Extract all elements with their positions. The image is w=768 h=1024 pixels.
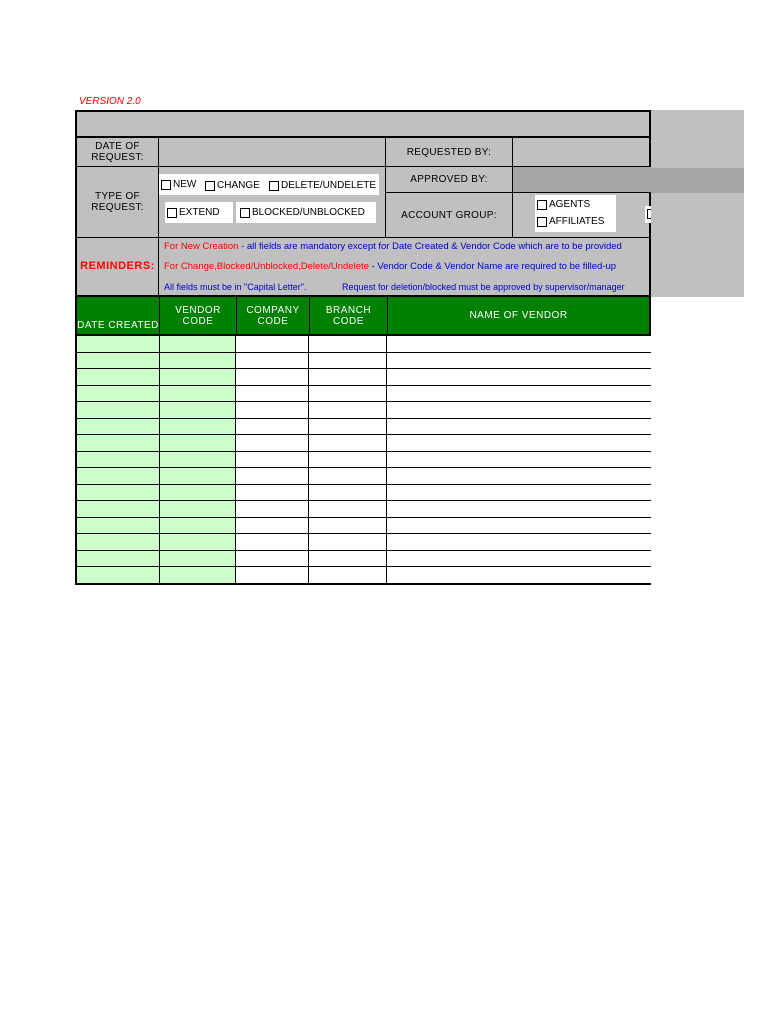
company-code-cell[interactable] (235, 468, 308, 485)
company-code-cell[interactable] (235, 385, 308, 402)
date-created-cell[interactable] (77, 418, 159, 435)
name-of-vendor-cell[interactable] (386, 550, 651, 567)
name-of-vendor-cell[interactable] (386, 369, 651, 386)
date-created-cell[interactable] (77, 550, 159, 567)
requested-by-field[interactable] (513, 138, 651, 167)
requested-by-label: REQUESTED BY: (386, 138, 513, 167)
table-row (77, 435, 651, 452)
branch-code-cell[interactable] (308, 468, 386, 485)
header-branch-code: BRANCH CODE (310, 297, 388, 334)
name-of-vendor-cell[interactable] (386, 484, 651, 501)
account-group-label: ACCOUNT GROUP: (386, 193, 513, 238)
vendor-code-cell[interactable] (159, 468, 235, 485)
table-row (77, 352, 651, 369)
company-code-cell[interactable] (235, 517, 308, 534)
type-of-request-label: TYPE OF REQUEST: (77, 167, 159, 238)
company-code-cell[interactable] (235, 501, 308, 518)
change-checkbox[interactable] (205, 181, 215, 191)
date-created-cell[interactable] (77, 352, 159, 369)
table-row (77, 550, 651, 567)
name-of-vendor-cell[interactable] (386, 501, 651, 518)
table-row (77, 369, 651, 386)
vendor-code-cell[interactable] (159, 385, 235, 402)
date-created-cell[interactable] (77, 534, 159, 551)
approved-by-field[interactable] (513, 167, 651, 193)
table-row (77, 517, 651, 534)
company-code-cell[interactable] (235, 534, 308, 551)
company-code-cell[interactable] (235, 435, 308, 452)
date-created-cell[interactable] (77, 484, 159, 501)
header-vendor-code: VENDOR CODE (160, 297, 237, 334)
option-affiliates[interactable]: AFFILIATES (537, 216, 604, 227)
table-row (77, 418, 651, 435)
name-of-vendor-cell[interactable] (386, 418, 651, 435)
delete-undelete-checkbox[interactable] (269, 181, 279, 191)
date-created-cell[interactable] (77, 468, 159, 485)
date-created-cell[interactable] (77, 451, 159, 468)
company-code-cell[interactable] (235, 352, 308, 369)
company-code-cell[interactable] (235, 567, 308, 583)
branch-code-cell[interactable] (308, 550, 386, 567)
table-row (77, 484, 651, 501)
branch-code-cell[interactable] (308, 484, 386, 501)
company-code-cell[interactable] (235, 451, 308, 468)
name-of-vendor-cell[interactable] (386, 385, 651, 402)
date-of-request-label: DATE OF REQUEST: (77, 138, 159, 167)
branch-code-cell[interactable] (308, 534, 386, 551)
branch-code-cell[interactable] (308, 567, 386, 583)
company-code-cell[interactable] (235, 484, 308, 501)
reminder-line-3a: All fields must be in "Capital Letter". (164, 282, 307, 292)
option-new[interactable]: NEW (161, 179, 196, 190)
company-code-cell[interactable] (235, 550, 308, 567)
branch-code-cell[interactable] (308, 385, 386, 402)
branch-code-cell[interactable] (308, 517, 386, 534)
side-panel-dark-band (651, 168, 744, 193)
vendor-code-cell[interactable] (159, 517, 235, 534)
vendor-code-cell[interactable] (159, 369, 235, 386)
side-panel (651, 110, 744, 297)
partial-checkbox[interactable] (647, 209, 651, 219)
vendor-code-cell[interactable] (159, 567, 235, 583)
reminder-line-3b: Request for deletion/blocked must be approved by supervisor/manager (342, 282, 625, 292)
vendor-code-cell[interactable] (159, 435, 235, 452)
date-created-cell[interactable] (77, 385, 159, 402)
option-extend[interactable]: EXTEND (167, 207, 220, 218)
header-name-of-vendor: NAME OF VENDOR (388, 297, 649, 334)
table-header (75, 295, 651, 335)
name-of-vendor-cell[interactable] (386, 534, 651, 551)
name-of-vendor-cell[interactable] (386, 352, 651, 369)
vendor-code-cell[interactable] (159, 418, 235, 435)
company-code-cell[interactable] (235, 369, 308, 386)
vendor-code-cell[interactable] (159, 550, 235, 567)
date-created-cell[interactable] (77, 517, 159, 534)
company-code-cell[interactable] (235, 336, 308, 353)
reminders-label: REMINDERS: (77, 238, 159, 295)
company-code-cell[interactable] (235, 402, 308, 419)
branch-code-cell[interactable] (308, 352, 386, 369)
vendor-code-cell[interactable] (159, 534, 235, 551)
date-created-cell[interactable] (77, 369, 159, 386)
header-company-code: COMPANY CODE (237, 297, 310, 334)
new-checkbox[interactable] (161, 180, 171, 190)
option-change[interactable]: CHANGE (205, 180, 260, 191)
vendor-code-cell[interactable] (159, 484, 235, 501)
vendor-code-cell[interactable] (159, 352, 235, 369)
table-row (77, 567, 651, 583)
branch-code-cell[interactable] (308, 336, 386, 353)
table-body (75, 335, 651, 585)
header-date-created: DATE CREATED (77, 297, 160, 334)
table-row (77, 402, 651, 419)
reminder-line-1: For New Creation - all fields are mandatory except for Date Created & Vendor Code which are to be provided (164, 241, 622, 252)
date-of-request-field[interactable] (159, 138, 386, 167)
table-row (77, 501, 651, 518)
version-label: VERSION 2.0 (79, 96, 141, 107)
approved-by-label: APPROVED BY: (386, 167, 513, 193)
name-of-vendor-cell[interactable] (386, 435, 651, 452)
table-row (77, 336, 651, 353)
table-row (77, 468, 651, 485)
vendor-code-cell[interactable] (159, 451, 235, 468)
agents-checkbox[interactable] (537, 200, 547, 210)
company-code-cell[interactable] (235, 418, 308, 435)
name-of-vendor-cell[interactable] (386, 336, 651, 353)
branch-code-cell[interactable] (308, 435, 386, 452)
vendor-code-cell[interactable] (159, 402, 235, 419)
name-of-vendor-cell[interactable] (386, 451, 651, 468)
branch-code-cell[interactable] (308, 501, 386, 518)
date-created-cell[interactable] (77, 336, 159, 353)
vendor-code-cell[interactable] (159, 336, 235, 353)
blocked-unblocked-checkbox[interactable] (240, 208, 250, 218)
affiliates-checkbox[interactable] (537, 217, 547, 227)
date-created-cell[interactable] (77, 435, 159, 452)
name-of-vendor-cell[interactable] (386, 567, 651, 583)
table-row (77, 451, 651, 468)
table-row (77, 534, 651, 551)
date-created-cell[interactable] (77, 567, 159, 583)
extend-checkbox[interactable] (167, 208, 177, 218)
option-agents[interactable]: AGENTS (537, 199, 590, 210)
reminders-area (159, 238, 651, 295)
option-delete-undelete[interactable]: DELETE/UNDELETE (269, 180, 376, 191)
name-of-vendor-cell[interactable] (386, 402, 651, 419)
name-of-vendor-cell[interactable] (386, 517, 651, 534)
option-blocked-unblocked[interactable]: BLOCKED/UNBLOCKED (240, 207, 365, 218)
branch-code-cell[interactable] (308, 402, 386, 419)
date-created-cell[interactable] (77, 501, 159, 518)
name-of-vendor-cell[interactable] (386, 468, 651, 485)
branch-code-cell[interactable] (308, 418, 386, 435)
table-row (77, 385, 651, 402)
branch-code-cell[interactable] (308, 369, 386, 386)
vendor-code-cell[interactable] (159, 501, 235, 518)
reminder-line-2: For Change,Blocked/Unblocked,Delete/Undelete - Vendor Code & Vendor Name are required to be filled-up (164, 261, 617, 272)
branch-code-cell[interactable] (308, 451, 386, 468)
date-created-cell[interactable] (77, 402, 159, 419)
